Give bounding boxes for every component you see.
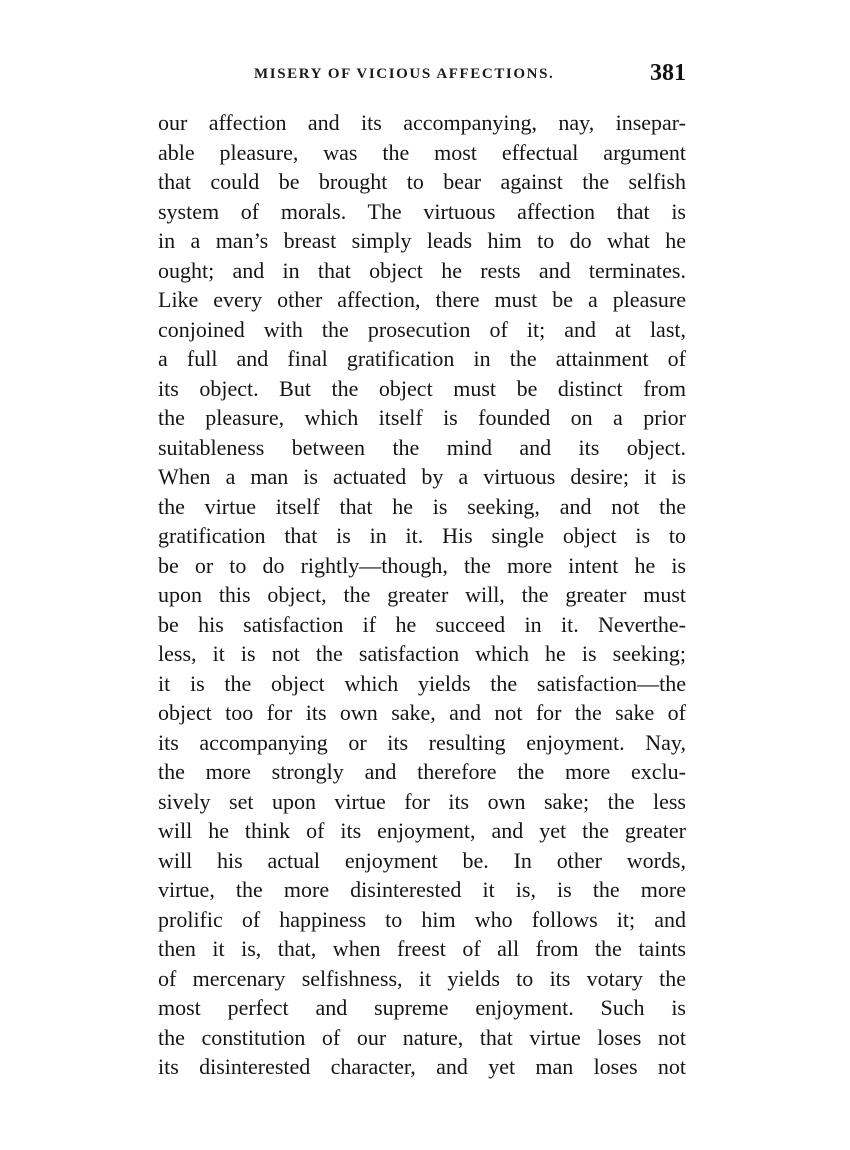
- text-line: ought; and in that object he rests and terminates.: [158, 257, 686, 283]
- text-line: a full and final gratification in the attainment of: [158, 346, 686, 371]
- text-line: conjoined with the prosecution of it; and at last,: [158, 316, 686, 342]
- text-line: When a man is actuated by a virtuous desire; it is: [158, 464, 686, 489]
- text-line: the constitution of our nature, that virtue loses not: [158, 1024, 686, 1050]
- text-line: its disinterested character, and yet man loses not: [158, 1054, 686, 1079]
- text-line: less, it is not the satisfaction which he is seeking;: [158, 641, 686, 666]
- running-title: MISERY OF VICIOUS AFFECTIONS.: [254, 66, 555, 82]
- body-text: [158, 108, 686, 1082]
- text-line: it is the object which yields the satisfaction—the: [158, 670, 686, 696]
- text-line: sively set upon virtue for its own sake; the less: [158, 788, 686, 814]
- text-line: its accompanying or its resulting enjoyment. Nay,: [158, 729, 686, 755]
- text-line: Like every other affection, there must be a pleasure: [158, 287, 686, 312]
- text-line: upon this object, the greater will, the greater must: [158, 582, 686, 607]
- text-line: our affection and its accompanying, nay, insepar-: [158, 110, 686, 135]
- text-line: the more strongly and therefore the more exclu-: [158, 759, 686, 784]
- text-line: its object. But the object must be distinct from: [158, 375, 686, 401]
- text-line: object too for its own sake, and not for the sake of: [158, 700, 686, 725]
- text-line: be his satisfaction if he succeed in it. Neverthe-: [158, 611, 686, 637]
- text-line: in a man’s breast simply leads him to do what he: [158, 228, 686, 253]
- text-line: most perfect and supreme enjoyment. Such is: [158, 995, 686, 1020]
- text-line: will his actual enjoyment be. In other words,: [158, 847, 686, 873]
- text-line: will he think of its enjoyment, and yet the greater: [158, 818, 686, 843]
- text-line: gratification that is in it. His single object is to: [158, 523, 686, 548]
- text-line: the virtue itself that he is seeking, and not the: [158, 493, 686, 519]
- text-line: of mercenary selfishness, it yields to its votary the: [158, 965, 686, 991]
- text-line: able pleasure, was the most effectual argument: [158, 139, 686, 165]
- page-number: 381: [650, 60, 686, 86]
- text-line: the pleasure, which itself is founded on a prior: [158, 405, 686, 430]
- text-line: suitableness between the mind and its object.: [158, 434, 686, 460]
- text-line: be or to do rightly—though, the more intent he is: [158, 552, 686, 578]
- text-line: system of morals. The virtuous affection that is: [158, 198, 686, 224]
- text-line: virtue, the more disinterested it is, is the more: [158, 877, 686, 902]
- text-line: that could be brought to bear against the selfish: [158, 169, 686, 194]
- running-head: [158, 60, 686, 90]
- text-line: prolific of happiness to him who follows it; and: [158, 906, 686, 932]
- text-line: then it is, that, when freest of all from the taints: [158, 936, 686, 961]
